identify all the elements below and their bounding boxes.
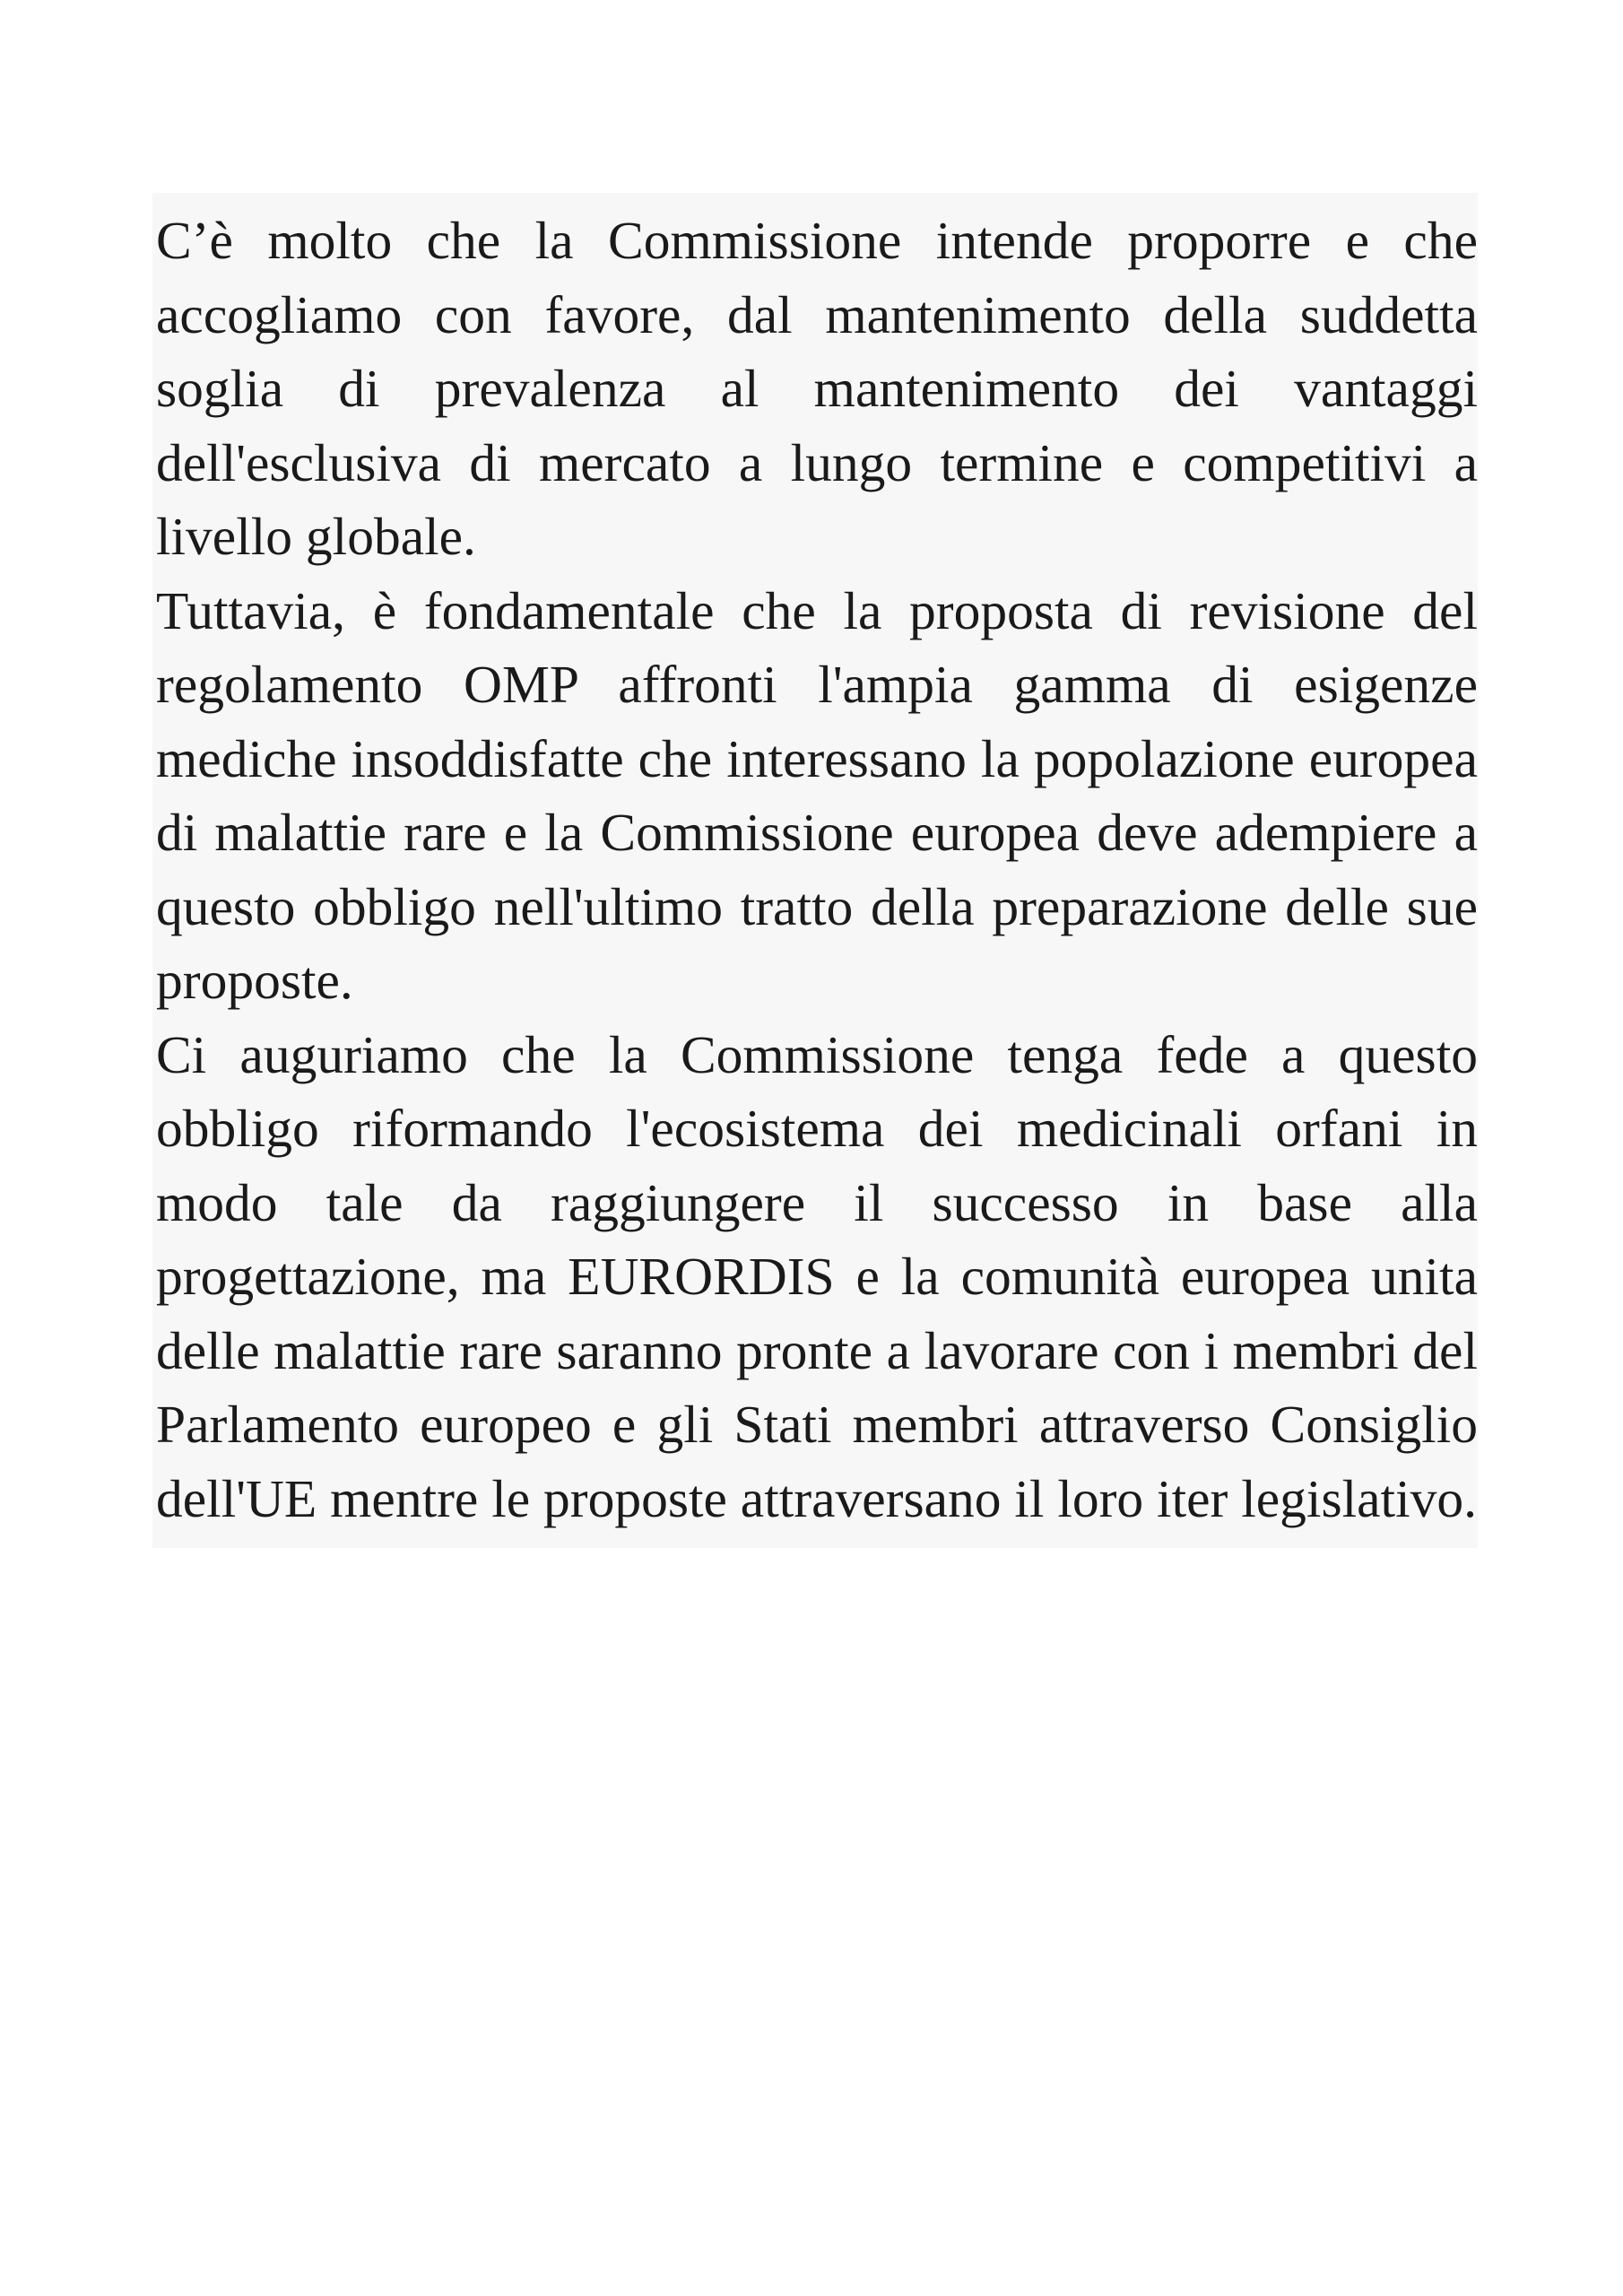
text-block: [152, 193, 1478, 1548]
paragraph-3: Ci auguriamo che la Commissione tenga fede a questo obbligo riformando l'ecosistema dei medicinali orfani in modo tale da raggiungere il successo in base alla progettazione, ma EURORDIS e la comunità europea unita delle malattie rare saranno pronte a lavorare con i membri del Parlamento europeo e gli Stati membri attraverso Consiglio dell'UE mentre le proposte attraversano il loro iter legislativo.: [156, 1024, 1478, 1528]
paragraph-2: Tuttavia, è fondamentale che la proposta di revisione del regolamento OMP affronti l'ampia gamma di esigenze mediche insoddisfatte che interessano la popolazione europea di malattie rare e la Commissione europea deve adempiere a questo obbligo nell'ultimo tratto della preparazione delle sue proposte.: [156, 580, 1478, 1010]
paragraph-1: C’è molto che la Commissione intende proporre e che accogliamo con favore, dal mantenimento della suddetta soglia di prevalenza al mantenimento dei vantaggi dell'esclusiva di mercato a lungo termine e competitivi a livello globale.: [156, 211, 1478, 566]
